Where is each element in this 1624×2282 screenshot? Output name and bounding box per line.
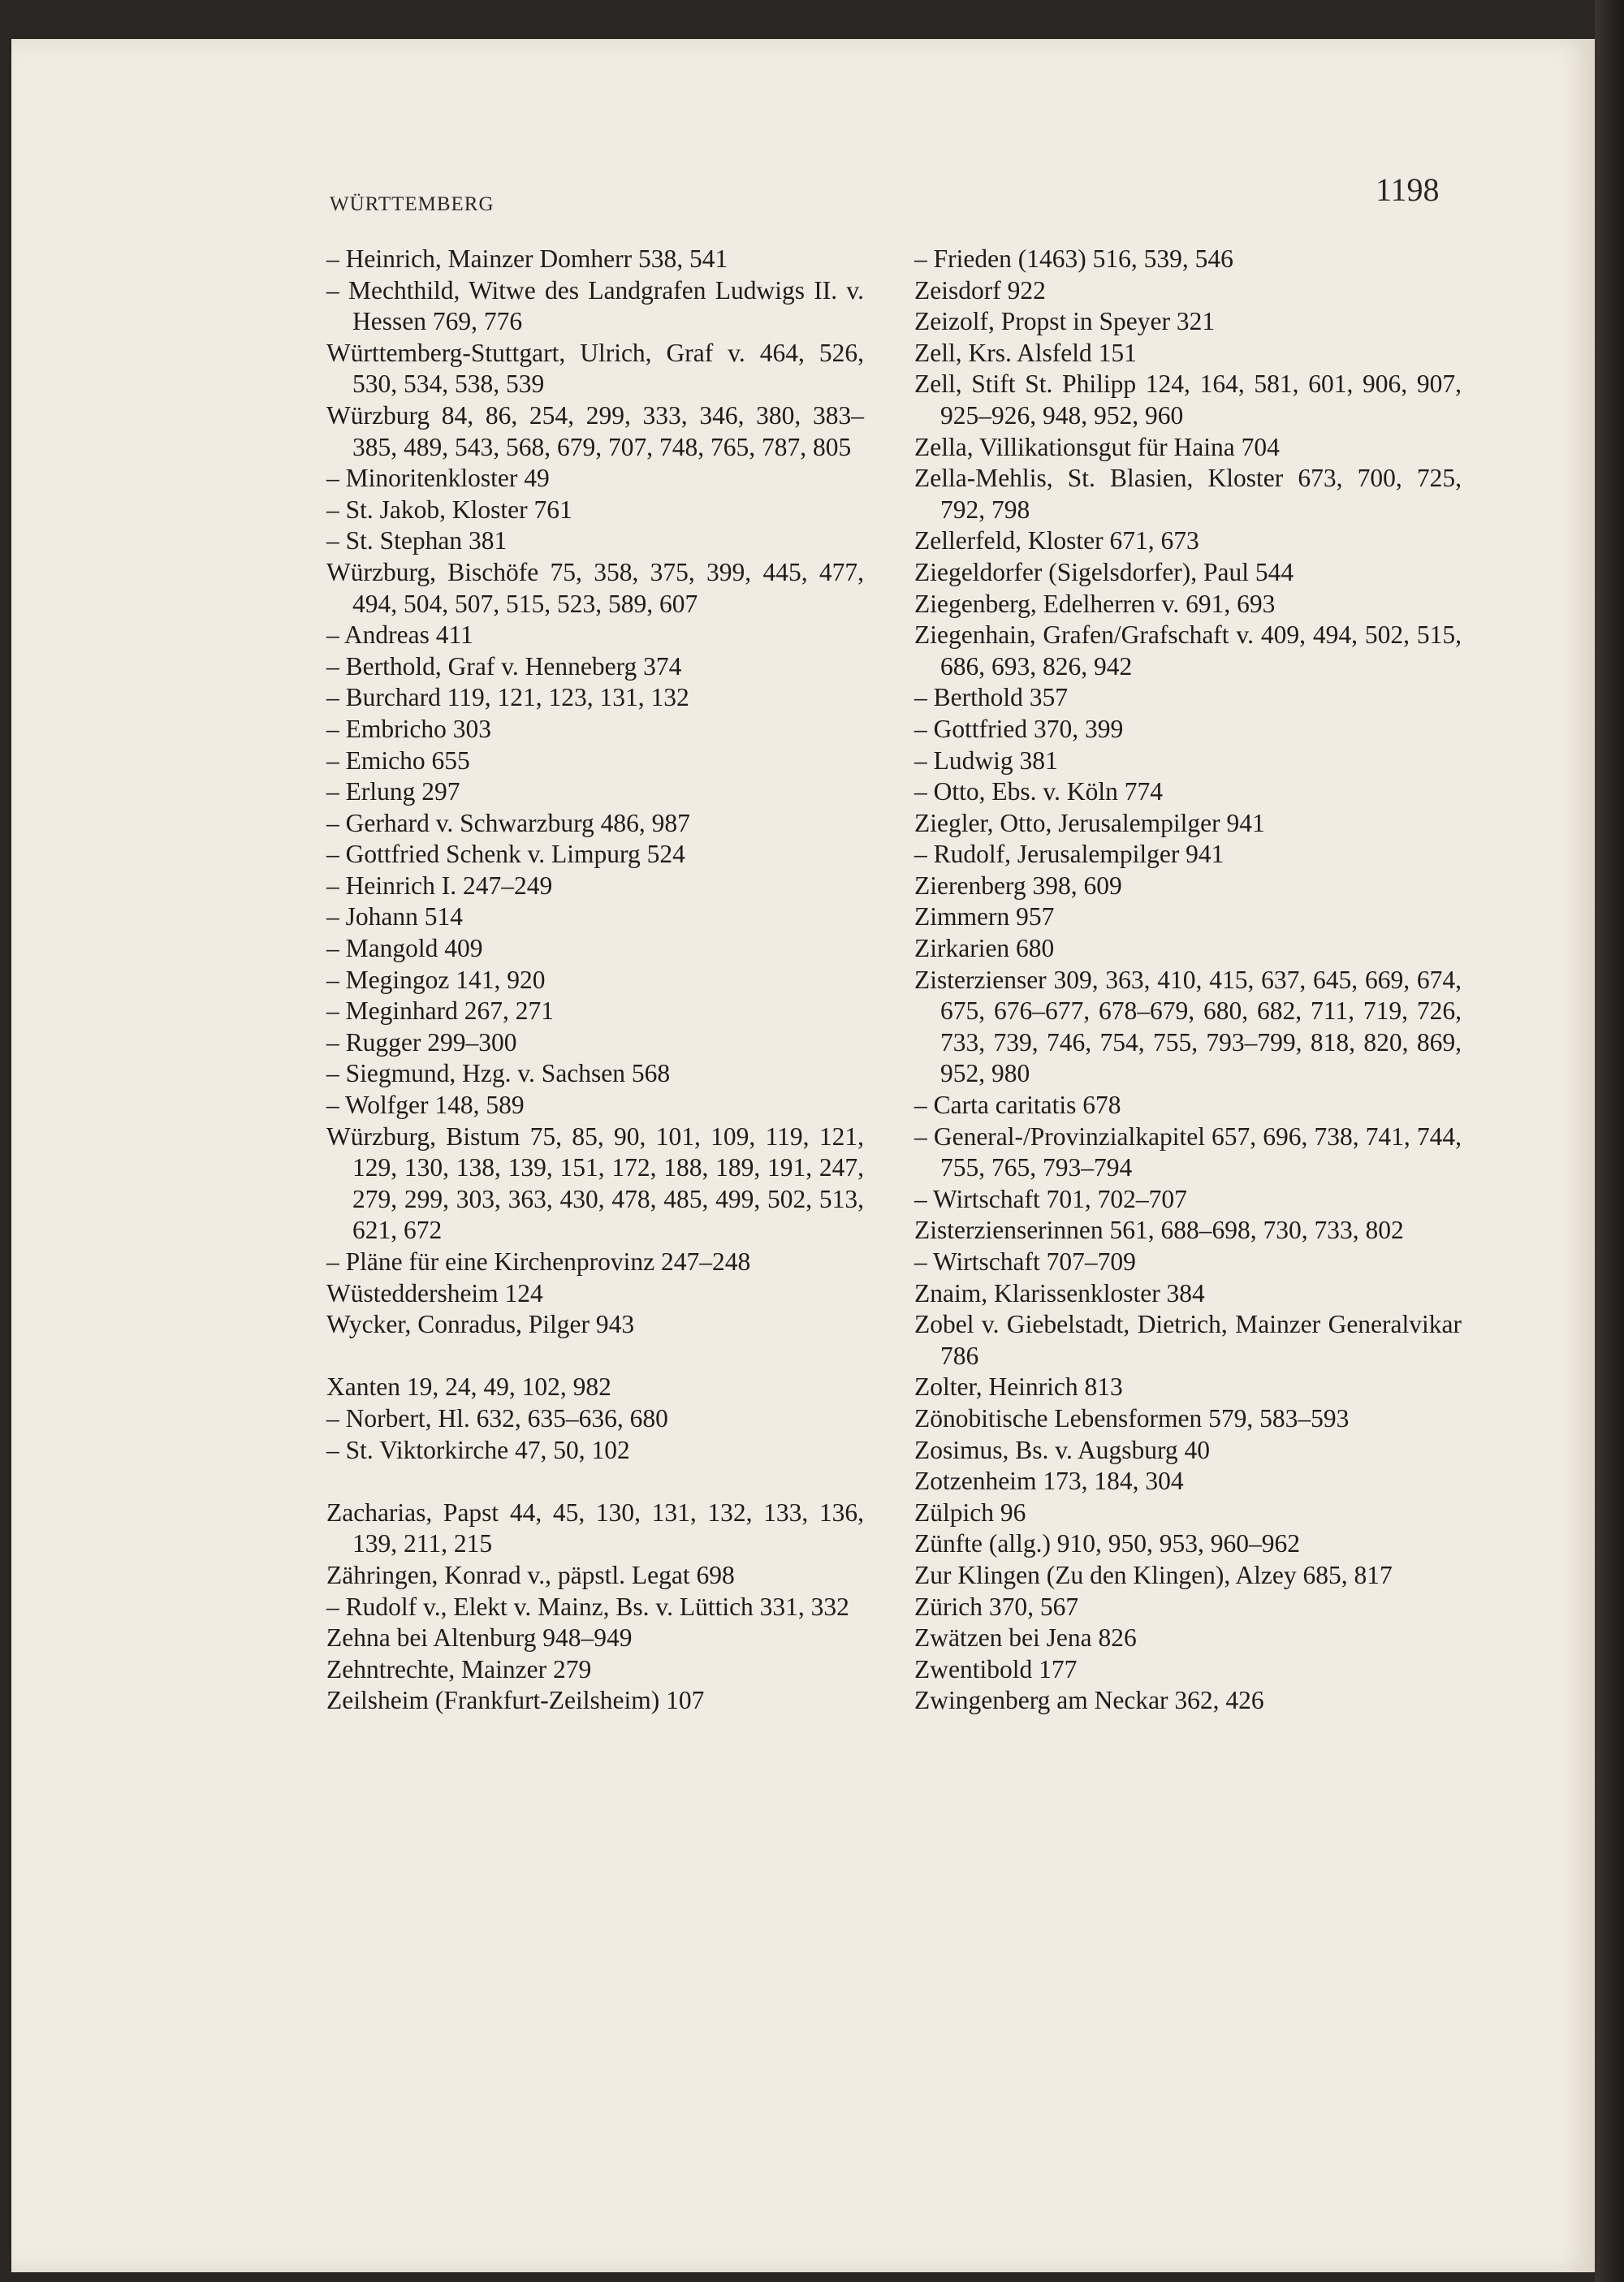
index-subentry: – Emicho 655 [326, 746, 470, 775]
index-entry: Würzburg, Bistum 75, 85, 90, 101, 109, 119, 121, 129, 130, 138, 139, 151, 172, 188, 189, 191, 247, 279, 299, 303, 363, 430, 478, 485, 499, 502, 513, 621, 672 [326, 1122, 864, 1245]
index-entry: Zwentibold 177 [914, 1654, 1078, 1683]
index-entry: Xanten 19, 24, 49, 102, 982 [326, 1372, 611, 1402]
index-subentry: – Burchard 119, 121, 123, 131, 132 [326, 683, 689, 712]
index-entry: Zisterzienser 309, 363, 410, 415, 637, 645, 669, 674, 675, 676–677, 678–679, 680, 682, 711, 719, 726, 733, 739, 746, 754, 755, 793–799, 818, 820, 869, 952, 980 [914, 965, 1462, 1088]
index-entry: Württemberg-Stuttgart, Ulrich, Graf v. 464, 526, 530, 534, 538, 539 [326, 338, 864, 399]
index-subentry: – Gottfried Schenk v. Limpurg 524 [326, 840, 685, 869]
index-entry: Zeilsheim (Frankfurt-Zeilsheim) 107 [326, 1686, 705, 1715]
index-entry: Zobel v. Giebelstadt, Dietrich, Mainzer Generalvikar 786 [914, 1310, 1462, 1370]
index-subentry: – Carta caritatis 678 [914, 1091, 1121, 1120]
index-subentry: – Wolfger 148, 589 [326, 1091, 525, 1120]
index-subentry: – Wirtschaft 707–709 [914, 1247, 1136, 1276]
index-subentry: – Rudolf, Jerusalempilger 941 [914, 840, 1224, 869]
index-entry: Zacharias, Papst 44, 45, 130, 131, 132, 133, 136, 139, 211, 215 [326, 1498, 864, 1558]
index-entry: Zotzenheim 173, 184, 304 [914, 1467, 1184, 1496]
index-column-right [914, 244, 1462, 1717]
index-entry: Zellerfeld, Kloster 671, 673 [914, 526, 1199, 555]
index-subentry: – Wirtschaft 701, 702–707 [914, 1184, 1187, 1213]
index-entry: Wüsteddersheim 124 [326, 1278, 543, 1307]
index-entry: Ziegenberg, Edelherren v. 691, 693 [914, 589, 1276, 618]
index-entry: Zell, Stift St. Philipp 124, 164, 581, 601, 906, 907, 925–926, 948, 952, 960 [914, 370, 1462, 430]
index-subentry: – Rudolf v., Elekt v. Mainz, Bs. v. Lüttich 331, 332 [326, 1592, 849, 1621]
index-subentry: – Rugger 299–300 [326, 1027, 517, 1057]
index-entry: Zosimus, Bs. v. Augsburg 40 [914, 1435, 1211, 1464]
letter-group-gap [326, 1341, 864, 1372]
index-entry: Zwingenberg am Neckar 362, 426 [914, 1686, 1264, 1715]
index-subentry: – Siegmund, Hzg. v. Sachsen 568 [326, 1059, 671, 1088]
index-entry: Zell, Krs. Alsfeld 151 [914, 338, 1137, 367]
index-entry: Zella, Villikationsgut für Haina 704 [914, 432, 1280, 461]
index-entry: Zülpich 96 [914, 1498, 1026, 1527]
index-entry: Zur Klingen (Zu den Klingen), Alzey 685, 817 [914, 1560, 1393, 1589]
index-entry: Zella-Mehlis, St. Blasien, Kloster 673, 700, 725, 792, 798 [914, 464, 1462, 524]
index-entry: Zeizolf, Propst in Speyer 321 [914, 307, 1216, 336]
index-subentry: – Heinrich I. 247–249 [326, 871, 553, 900]
index-subentry: – Erlung 297 [326, 777, 460, 806]
book-page [11, 39, 1595, 2272]
index-subentry: – General-/Provinzialkapitel 657, 696, 738, 741, 744, 755, 765, 793–794 [914, 1122, 1462, 1182]
index-subentry: – Minoritenkloster 49 [326, 464, 550, 493]
index-entry: Zünfte (allg.) 910, 950, 953, 960–962 [914, 1529, 1301, 1558]
index-entry: Zierenberg 398, 609 [914, 871, 1122, 900]
index-entry: Zehna bei Altenburg 948–949 [326, 1623, 633, 1653]
index-subentry: – Berthold 357 [914, 683, 1068, 712]
index-entry: Würzburg 84, 86, 254, 299, 333, 346, 380, 383–385, 489, 543, 568, 679, 707, 748, 765, 787, 805 [326, 400, 864, 461]
index-subentry: – Pläne für eine Kirchenprovinz 247–248 [326, 1247, 751, 1276]
index-entry: Zisterzienserinnen 561, 688–698, 730, 733, 802 [914, 1216, 1404, 1245]
index-subentry: – Ludwig 381 [914, 746, 1058, 775]
index-entry: Zeisdorf 922 [914, 275, 1046, 305]
index-entry: Zirkarien 680 [914, 934, 1055, 963]
index-subentry: – Otto, Ebs. v. Köln 774 [914, 777, 1163, 806]
index-entry: Zürich 370, 567 [914, 1592, 1079, 1621]
index-entry: Znaim, Klarissenkloster 384 [914, 1278, 1205, 1307]
index-subentry: – St. Jakob, Kloster 761 [326, 495, 572, 524]
index-subentry: – Megingoz 141, 920 [326, 965, 546, 994]
index-entry: Zähringen, Konrad v., päpstl. Legat 698 [326, 1560, 735, 1589]
index-entry: Zwätzen bei Jena 826 [914, 1623, 1137, 1653]
index-subentry: – Frieden (1463) 516, 539, 546 [914, 244, 1233, 273]
index-subentry: – Meginhard 267, 271 [326, 996, 554, 1026]
index-subentry: – Johann 514 [326, 902, 463, 931]
index-subentry: – Andreas 411 [326, 620, 473, 650]
running-head: WÜRTTEMBERG [330, 193, 495, 215]
index-subentry: – Norbert, Hl. 632, 635–636, 680 [326, 1403, 668, 1433]
index-subentry: – Gottfried 370, 399 [914, 714, 1124, 743]
index-entry: Ziegler, Otto, Jerusalempilger 941 [914, 808, 1265, 837]
index-subentry: – St. Viktorkirche 47, 50, 102 [326, 1435, 630, 1464]
index-subentry: – St. Stephan 381 [326, 526, 508, 555]
index-entry: Zehntrechte, Mainzer 279 [326, 1654, 592, 1683]
index-entry: Zimmern 957 [914, 902, 1055, 931]
index-subentry: – Heinrich, Mainzer Domherr 538, 541 [326, 244, 728, 273]
index-column-left [326, 244, 864, 1717]
index-entry: Würzburg, Bischöfe 75, 358, 375, 399, 445, 477, 494, 504, 507, 515, 523, 589, 607 [326, 557, 864, 618]
index-subentry: – Berthold, Graf v. Henneberg 374 [326, 651, 682, 681]
index-entry: Zönobitische Lebensformen 579, 583–593 [914, 1403, 1350, 1433]
index-entry: Zolter, Heinrich 813 [914, 1372, 1123, 1402]
index-subentry: – Embricho 303 [326, 714, 491, 743]
page-number: 1198 [1376, 171, 1440, 208]
letter-group-gap [326, 1466, 864, 1498]
index-entry: Ziegenhain, Grafen/Grafschaft v. 409, 494, 502, 515, 686, 693, 826, 942 [914, 620, 1462, 681]
index-entry: Wycker, Conradus, Pilger 943 [326, 1310, 635, 1339]
index-subentry: – Mangold 409 [326, 934, 483, 963]
index-subentry: – Gerhard v. Schwarzburg 486, 987 [326, 808, 690, 837]
book-edge [1595, 0, 1624, 2282]
index-subentry: – Mechthild, Witwe des Landgrafen Ludwigs II. v. Hessen 769, 776 [326, 275, 864, 336]
index-entry: Ziegeldorfer (Sigelsdorfer), Paul 544 [914, 557, 1294, 586]
